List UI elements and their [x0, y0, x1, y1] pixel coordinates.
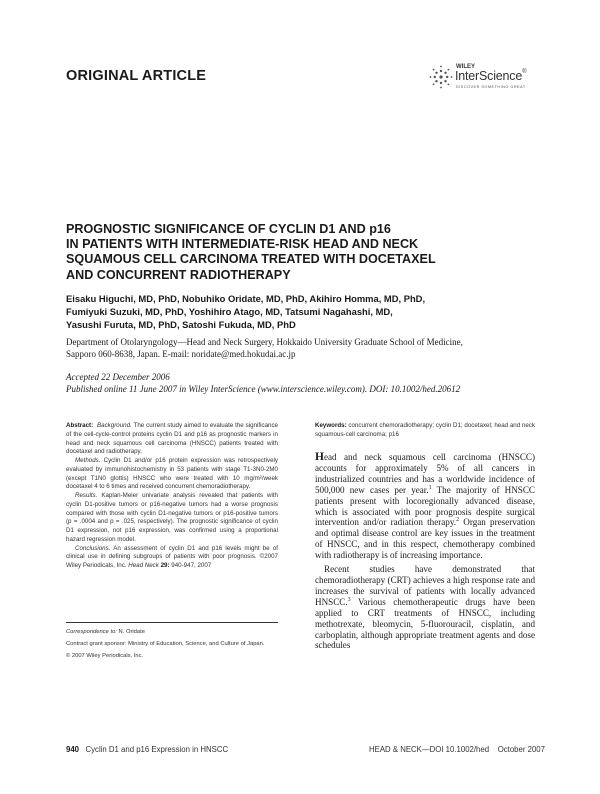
- reference-marker[interactable]: 3: [347, 596, 351, 603]
- copyright-note: © 2007 Wiley Periodicals, Inc.: [66, 653, 144, 659]
- keywords: Keywords: concurrent chemoradiotherapy; cyclin D1; docetaxel; head and neck squamous-cell carcinoma; p16: [315, 422, 535, 438]
- correspondence: Correspondence to: N. Oridate: [66, 629, 145, 635]
- footnote-divider: [66, 622, 278, 623]
- author-line: Fumiyuki Suzuki, MD, PhD, Yoshihiro Atago, MD, Tatsumi Nagahashi, MD,: [66, 306, 393, 317]
- accepted-date: Accepted 22 December 2006: [66, 372, 170, 382]
- drop-cap: H: [315, 451, 324, 463]
- footer-right: [369, 745, 545, 754]
- publication-info: [66, 371, 546, 395]
- abstract-methods: Methods. Cyclin D1 and/or p16 protein expression was retrospectively evaluated by immunohistochemistry in 53 patients with stage T1-3N0-2M0 (except T1N0 glottis) HNSCC who were treated with 10 mg/m²/week docetaxel 4 to 6 times and received concurrent chemoradiotherapy.: [66, 457, 278, 491]
- abstract: [66, 422, 278, 571]
- title-line: IN PATIENTS WITH INTERMEDIATE-RISK HEAD AND NECK: [66, 237, 419, 252]
- section-label: ORIGINAL ARTICLE: [66, 68, 207, 84]
- wiley-interscience-logo[interactable]: [428, 64, 540, 92]
- keywords-label: Keywords:: [315, 422, 347, 429]
- reference-marker[interactable]: 1: [428, 484, 432, 491]
- logo-brand-small: WILEY: [456, 64, 475, 70]
- interscience-swirl-icon: [428, 64, 454, 90]
- logo-name: InterScience®: [455, 69, 527, 83]
- grant-sponsor: Contract grant sponsor: Ministry of Education, Science, and Culture of Japan.: [66, 641, 265, 647]
- author-line: Eisaku Higuchi, MD, PhD, Nobuhiko Oridate, MD, PhD, Akihiro Homma, MD, PhD,: [66, 293, 426, 304]
- body-paragraph: Head and neck squamous cell carcinoma (HNSCC) accounts for approximately 5% of all cancers in industrialized countries and has a worldwide incidence of 500,000 new cases per year.$^1$ The majority of HNSCC patients present with locoregionally advanced disease, which is associated with poor prognosis despite surgical intervention and/or radiation therapy.$^2$ Organ preservation and optimal disease control are key issues in the treatment of HNSCC, and in this respect, chemotherapy combined with radiotherapy is of increasing importance.: [315, 451, 535, 561]
- affiliation-line: Sapporo 060-8638, Japan. E-mail: noridate@med.hokudai.ac.jp: [66, 349, 296, 359]
- affiliation: [66, 336, 546, 360]
- volume: 29:: [160, 562, 170, 569]
- abstract-conclusions: Conclusions. An assessment of cyclin D1 and p16 levels might be of clinical use in defining subgroups of patients with poor prognosis. ©2007 Wiley Periodicals, Inc. Head Neck 29: 940-947, 2007: [66, 544, 278, 569]
- title-line: SQUAMOUS CELL CARCINOMA TREATED WITH DOCETAXEL: [66, 252, 436, 267]
- author-line: Yasushi Furuta, MD, PhD, Satoshi Fukuda, MD, PhD: [66, 319, 296, 330]
- title-line: PROGNOSTIC SIGNIFICANCE OF CYCLIN D1 AND p16: [66, 222, 391, 236]
- body-text: [315, 452, 535, 654]
- journal-ref: Head Neck: [128, 562, 159, 569]
- pages: 940-947, 2007: [171, 562, 212, 569]
- methods-label: Methods.: [75, 457, 101, 464]
- body-paragraph: Recent studies have demonstrated that chemoradiotherapy (CRT) achieves a high response rate and increases the survival of patients with locally advanced HNSCC.$^3$ Various chemotherapeutic drugs have been applied to CRT treatments of HNSCC, including methotrexate, bleomycin, 5-fluorouracil, cisplatin, and carboplatin, although appropriate treatment agents and dose schedules: [315, 564, 535, 651]
- issue-date: October 2007: [497, 745, 545, 754]
- published-online: Published online 11 June 2007 in Wiley InterScience (www.interscience.wiley.com). DOI: 10.1002/hed.20612: [66, 384, 461, 394]
- results-label: Results.: [75, 492, 98, 499]
- conclusions-label: Conclusions.: [75, 544, 111, 552]
- logo-tagline: DISCOVER SOMETHING GREAT: [456, 85, 526, 89]
- author-list: [66, 292, 536, 331]
- page-number: 940: [66, 745, 80, 754]
- affiliation-line: Department of Otolaryngology—Head and Neck Surgery, Hokkaido University Graduate School of Medicine,: [66, 337, 463, 347]
- footer-left: [66, 745, 228, 754]
- abstract-background: Abstract: Background. The current study aimed to evaluate the significance of the cell-cycle-control proteins cyclin D1 and p16 as prognostic markers in head and neck squamous cell carcinoma (HNSCC) patients treated with docetaxel and radiotherapy.: [66, 422, 278, 456]
- title-line: AND CONCURRENT RADIOTHERAPY: [66, 267, 291, 282]
- article-title: [66, 222, 536, 283]
- reference-marker[interactable]: 2: [456, 517, 460, 524]
- abstract-label: Abstract:: [66, 422, 94, 429]
- background-label: Background.: [97, 422, 132, 429]
- footnotes: [66, 628, 278, 664]
- journal-doi: HEAD & NECK—DOI 10.1002/hed: [369, 745, 490, 754]
- abstract-results: Results. Kaplan-Meier univariate analysis revealed that patients with cyclin D1-positive tumors or p16-negative tumors had a worse prognosis compared with those with cyclin D1-negative tumors or p16-positive tumors (p = .0004 and p = .025, respectively). The prognostic significance of cyclin D1 expression, not p16 expression, was confirmed using a proportional hazard regression model.: [66, 492, 278, 543]
- running-title: Cyclin D1 and p16 Expression in HNSCC: [85, 745, 229, 754]
